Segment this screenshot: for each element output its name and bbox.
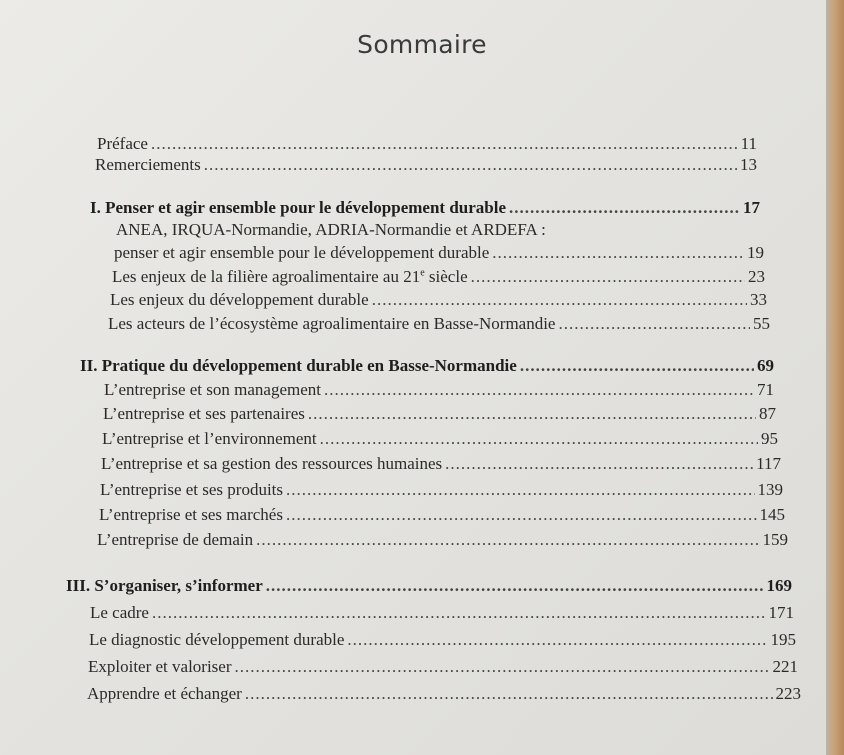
toc-entry: L’entreprise et son management ..... 71 <box>104 380 774 404</box>
toc-entry: L’entreprise et ses marchés ..... 145 <box>99 505 785 529</box>
toc-entry: L’entreprise et ses partenaires ..... 87 <box>103 404 776 428</box>
toc-entry: L’entreprise et l’environnement ..... 95 <box>102 429 778 453</box>
toc-entry: Les enjeux de la filière agroalimentaire au 21e siècle ..... 23 <box>112 267 765 291</box>
toc-entry-preface: Préface ..... 11 <box>97 134 757 158</box>
toc-entry: Le diagnostic développement durable ..... 195 <box>89 630 796 654</box>
toc-entry: L’entreprise et ses produits ..... 139 <box>100 480 783 504</box>
toc-entry: L’entreprise et sa gestion des ressources humaines ..... 117 <box>101 454 781 478</box>
toc-section-1: I. Penser et agir ensemble pour le développement durable ..... 17 <box>90 198 760 222</box>
toc-entry: Les acteurs de l’écosystème agroalimentaire en Basse-Normandie ..... 55 <box>108 314 770 338</box>
toc-entry: penser et agir ensemble pour le développement durable ..... 19 <box>114 243 764 267</box>
toc-entry: Apprendre et échanger ..... 223 <box>87 684 801 708</box>
toc-entry: L’entreprise de demain ..... 159 <box>97 530 788 554</box>
page-edge <box>826 0 844 755</box>
toc-entry: Les enjeux du développement durable ..... 33 <box>110 290 767 314</box>
toc-section-3: III. S’organiser, s’informer ..... 169 <box>66 576 792 600</box>
toc-section-2: II. Pratique du développement durable en Basse-Normandie ..... 69 <box>80 356 774 380</box>
page-title: Sommaire <box>357 30 487 59</box>
toc-entry: Exploiter et valoriser ..... 221 <box>88 657 798 681</box>
toc-entry: Le cadre ..... 171 <box>90 603 794 627</box>
toc-entry-remerciements: Remerciements ..... 13 <box>95 155 757 179</box>
toc-entry-line: ANEA, IRQUA-Normandie, ADRIA-Normandie et ARDEFA : <box>116 220 546 239</box>
